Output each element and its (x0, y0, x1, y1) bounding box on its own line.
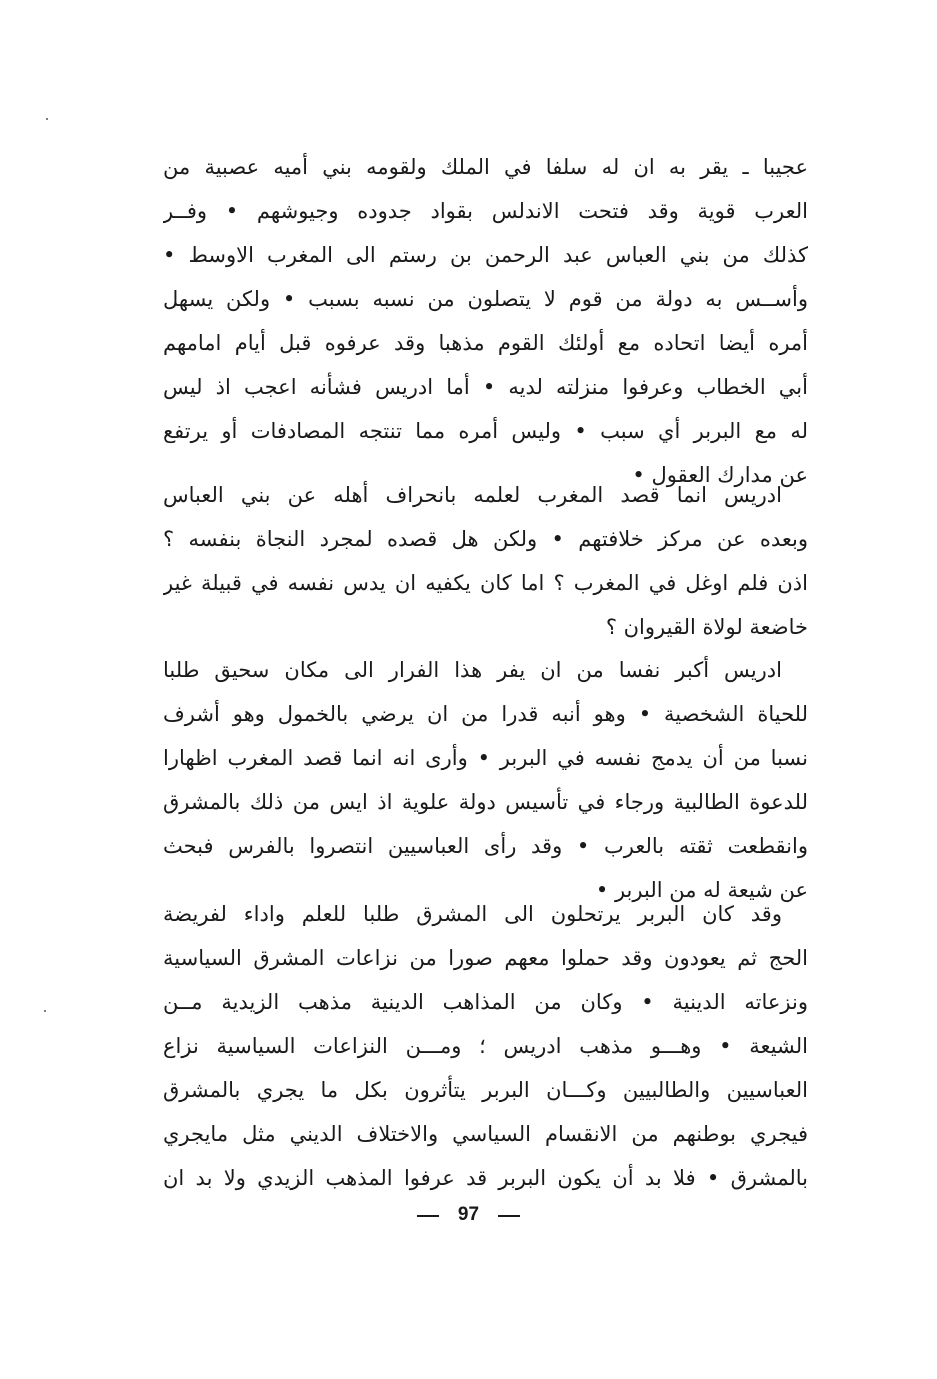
text-line: للحياة الشخصية • وهو أنبه قدرا من ان يرضي بالخمول وهو أشرف (163, 702, 808, 726)
paragraph-4 (163, 892, 808, 1200)
text-line: خاضعة لولاة القيروان ؟ (605, 615, 808, 639)
text-line: وقد كان البربر يرتحلون الى المشرق طلبا للعلم واداء لفريضة (163, 902, 782, 926)
text-line: فيجري بوطنهم من الانقسام السياسي والاختلاف الديني مثل مايجري (163, 1122, 808, 1146)
text-line: بالمشرق • فلا بد أن يكون البربر قد عرفوا المذهب الزيدي ولا بد ان (163, 1166, 808, 1190)
paragraph-2 (163, 473, 808, 649)
text-line: وبعده عن مركز خلافتهم • ولكن هل قصده لمجرد النجاة بنفسه ؟ (163, 527, 808, 551)
text-line: العرب قوية وقد فتحت الاندلس بقواد جدوده وجيوشهم • وفــر (163, 199, 808, 223)
text-line: له مع البربر أي سبب • وليس أمره مما تنتجه المصادفات أو يرتفع (163, 419, 808, 443)
paragraph-1 (163, 145, 808, 497)
text-line: ونزعاته الدينية • وكان من المذاهب الدينية مذهب الزيدية مــن (163, 990, 808, 1014)
text-line: وانقطعت ثقته بالعرب • وقد رأى العباسيين انتصروا بالفرس فبحث (163, 834, 808, 858)
text-line: ادريس انما قصد المغرب لعلمه بانحراف أهله عن بني العباس (163, 483, 782, 507)
text-line: وأســس به دولة من قوم لا يتصلون من نسبه بسبب • ولكن يسهل (163, 287, 808, 311)
text-line: ادريس أكبر نفسا من ان يفر هذا الفرار الى مكان سحيق طلبا (163, 658, 782, 682)
scan-speck (44, 1010, 46, 1012)
text-line: للدعوة الطالبية ورجاء في تأسيس دولة علوية اذ ايس من ذلك بالمشرق (163, 790, 808, 814)
right-dash (498, 1215, 520, 1217)
text-line: عن مدارك العقول • (632, 463, 808, 487)
text-line: كذلك من بني العباس عبد الرحمن بن رستم الى المغرب الاوسط • (163, 243, 808, 267)
scan-speck (46, 118, 48, 120)
text-line: أمره أيضا اتحاده مع أولئك القوم مذهبا وقد عرفوه قبل أيام امامهم (163, 331, 808, 355)
text-line: نسبا من أن يدمج نفسه في البربر • وأرى انه انما قصد المغرب اظهارا (163, 746, 808, 770)
left-dash (417, 1215, 439, 1217)
text-line: الشيعة • وهـــو مذهب ادريس ؛ ومـــن النزاعات السياسية نزاع (163, 1034, 808, 1058)
text-line: العباسيين والطالبيين وكـــان البربر يتأثرون بكل ما يجري بالمشرق (163, 1078, 808, 1102)
text-line: عن شيعة له من البربر • (595, 878, 808, 902)
text-line: اذن فلم اوغل في المغرب ؟ اما كان يكفيه ان يدس نفسه في قبيلة غير (163, 571, 808, 595)
text-line: عجيبا ـ يقر به ان له سلفا في الملك ولقومه بني أميه عصبية من (163, 155, 808, 179)
page-footer (0, 1198, 937, 1232)
paragraph-3 (163, 648, 808, 912)
text-line: الحج ثم يعودون وقد حملوا معهم صورا من نزاعات المشرق السياسية (163, 946, 808, 970)
page-number: 97 (457, 1204, 480, 1225)
text-line: أبي الخطاب وعرفوا منزلته لديه • أما ادريس فشأنه اعجب اذ ليس (163, 375, 808, 399)
